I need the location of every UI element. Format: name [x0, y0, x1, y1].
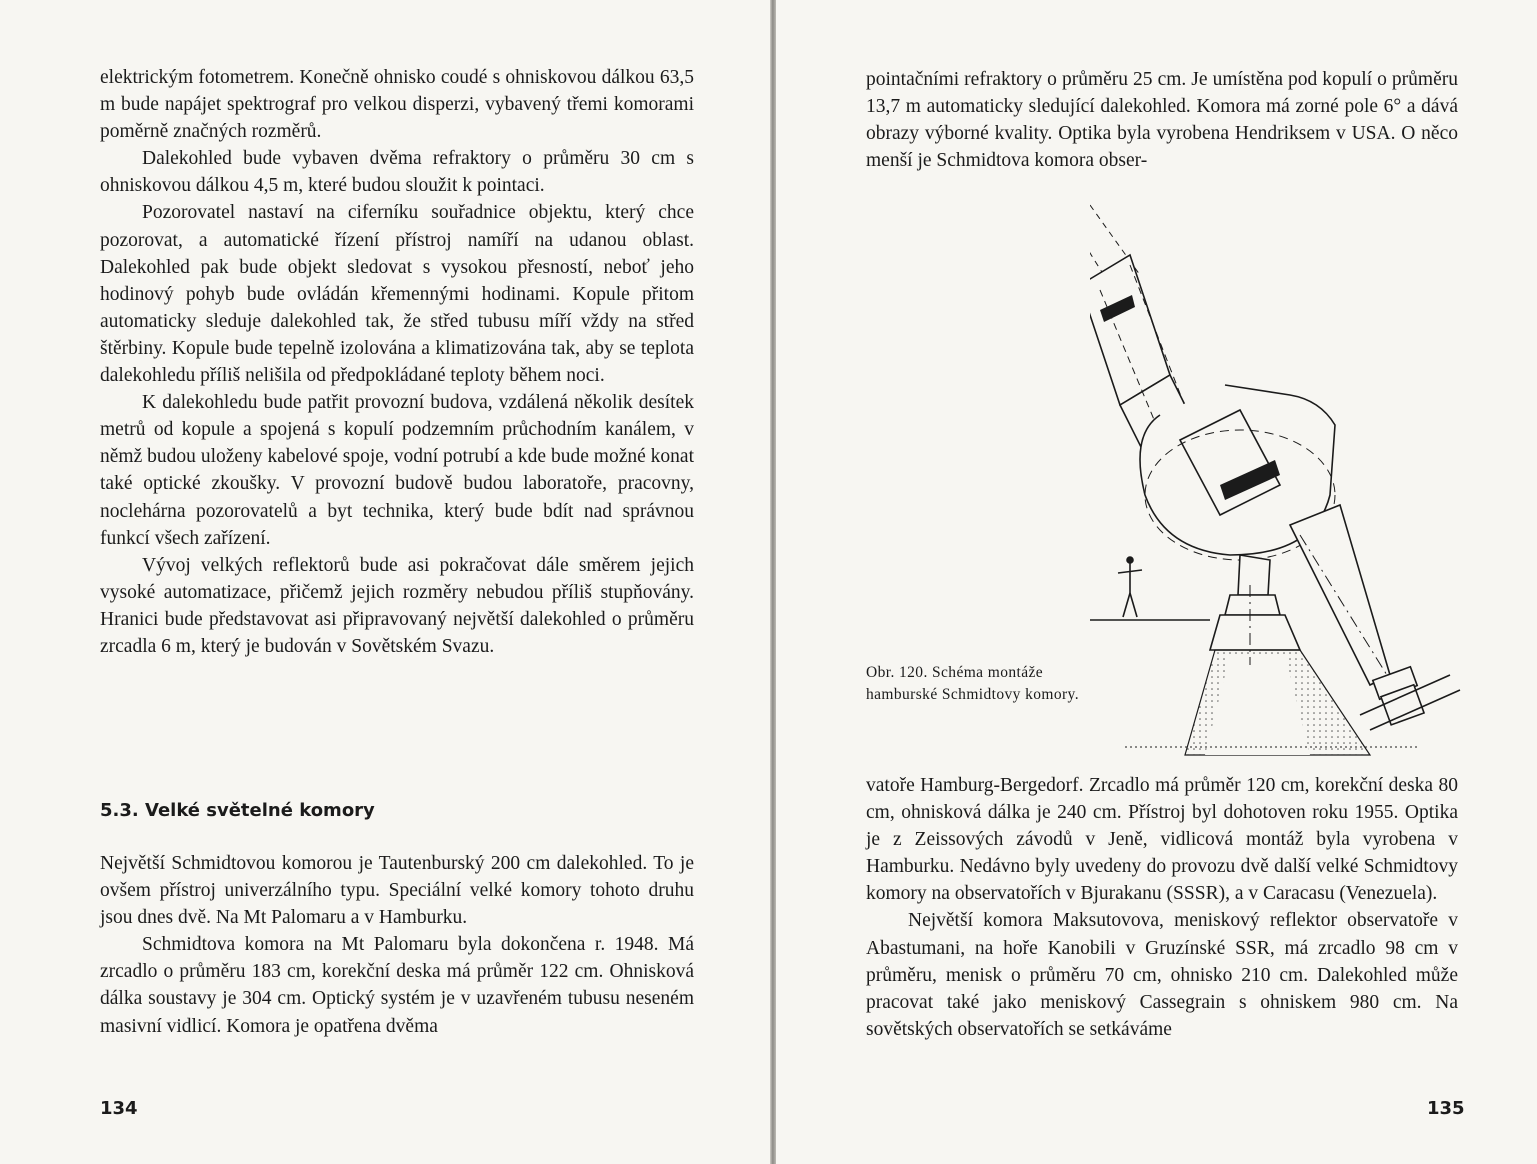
right-page-bottom-text [866, 772, 1458, 1043]
section-text [100, 850, 694, 1040]
right-page-top-text [866, 66, 1458, 174]
paragraph: Největší Schmidtovou komorou je Tautenburský 200 cm dalekohled. To je ovšem přístroj univerzálního typu. Speciální velké komory tohoto druhu jsou dnes dvě. Na Mt Palomaru a v Hamburku. [100, 853, 694, 929]
figure-caption: Obr. 120. Schéma montáže hamburské Schmidtovy komory. [866, 664, 1079, 703]
page-number-left: 134 [100, 1098, 138, 1119]
paragraph: vatoře Hamburg-Bergedorf. Zrcadlo má průměr 120 cm, korekční deska 80 cm, ohnisková dálka je 240 cm. Přístroj byl dohotoven roku 1955. Optika je z Zeissových závodů v Jeně, vidlicová montáž byla vyrobena v Hamburku. Nedávno byly uvedeny do provozu dvě další velké Schmidtovy komory na observatořích v Bjurakanu (SSSR), a v Caracasu (Venezuela). [866, 775, 1458, 905]
paragraph: elektrickým fotometrem. Konečně ohnisko coudé s ohniskovou dálkou 63,5 m bude napájet spektrograf pro velkou disperzi, vybavený třemi komorami poměrně značných rozměrů. [100, 67, 694, 143]
left-page-text [100, 64, 694, 660]
section-heading: 5.3. Velké světelné komory [100, 800, 375, 821]
paragraph: K dalekohledu bude patřit provozní budova, vzdálená několik desítek metrů od kopule a spojená s kopulí podzemním průchodním kanálem, v němž budou uloženy kabelové spoje, vodní potrubí a kde bude možné konat také optické zkoušky. V provozní budově budou laboratoře, pracovny, noclehárna pozorovatelů a byt technika, který bude bdít nad správnou funkcí všech zařízení. [100, 392, 694, 549]
schmidt-camera-mount-diagram [1090, 195, 1490, 765]
page-number-right: 135 [1427, 1098, 1465, 1119]
paragraph: Největší komora Maksutovova, meniskový reflektor observatoře v Abastumani, na hoře Kanobili v Gruzínské SSR, má zrcadlo 98 cm v průměru, menisk o průměru 70 cm, ohnisko 210 cm. Dalekohled může pracovat také jako meniskový Cassegrain s ohniskem 980 cm. Na sovětských observatořích se setkáváme [866, 910, 1458, 1040]
paragraph: pointačními refraktory o průměru 25 cm. Je umístěna pod kopulí o průměru 13,7 m automaticky sledující dalekohled. Komora má zorné pole 6° a dává obrazy výborné kvality. Optika byla vyrobena Hendriksem v USA. O něco menší je Schmidtova komora obser- [866, 69, 1458, 172]
observer-figure [1090, 557, 1210, 620]
paragraph: Pozorovatel nastaví na ciferníku souřadnice objektu, který chce pozorovat, a automatické řízení přístroj namíří na udanou oblast. Dalekohled pak bude objekt sledovat s vysokou přesností, neboť jeho hodinový pohyb bude ovládán křemennými hodinami. Kopule přitom automaticky sleduje dalekohled tak, že střed tubusu míří vždy na střed štěrbiny. Kopule bude tepelně izolována a klimatizována tak, aby se teplota dalekohledu příliš nelišila od předpokládané teploty během noci. [100, 202, 694, 387]
paragraph: Schmidtova komora na Mt Palomaru byla dokončena r. 1948. Má zrcadlo o průměru 183 cm, korekční deska má průměr 122 cm. Ohnisková dálka soustavy je 304 cm. Optický systém je v uzavřeném tubusu neseném masivní vidlicí. Komora je opatřena dvěma [100, 934, 694, 1037]
paragraph: Dalekohled bude vybaven dvěma refraktory o průměru 30 cm s ohniskovou dálkou 4,5 m, které budou sloužit k pointaci. [100, 148, 694, 197]
paragraph: Vývoj velkých reflektorů bude asi pokračovat dále směrem jejich vysoké automatizace, přičemž jejich rozměry nebudou příliš stupňovány. Hranici bude představovat asi připravovaný největší dalekohled o průměru zrcadla 6 m, který je budován v Sovětském Svazu. [100, 554, 694, 657]
